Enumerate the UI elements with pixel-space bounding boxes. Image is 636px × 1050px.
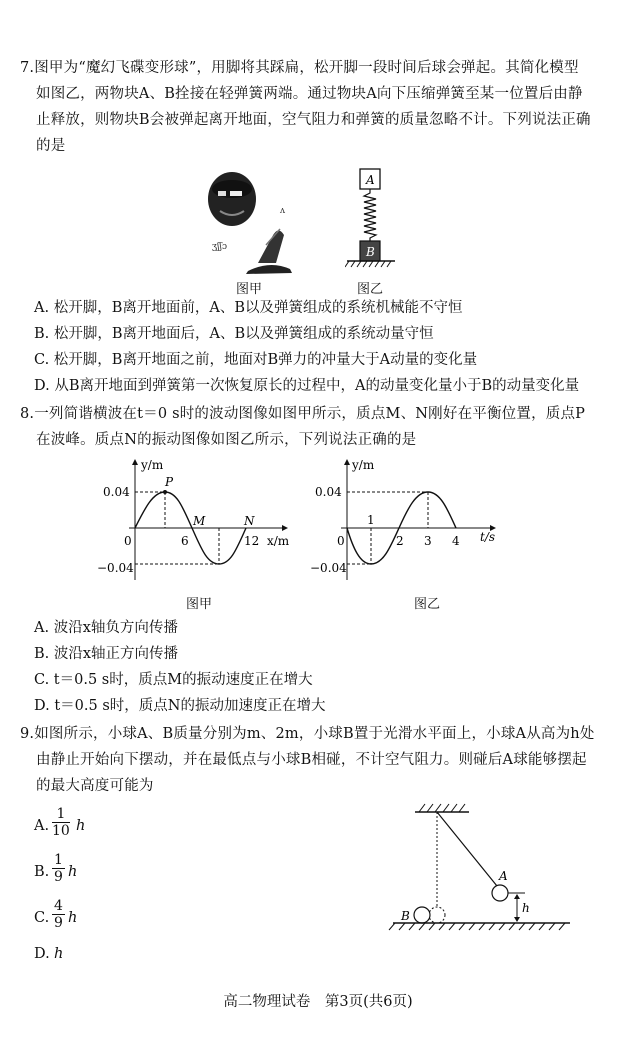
spring-blocks-diagram xyxy=(345,165,405,275)
svg-text:ʒʃʃɔ: ʒʃʃɔ xyxy=(212,242,228,252)
y-tick-top: 0.04 xyxy=(315,485,342,499)
q9-option-c-letter: C. xyxy=(34,910,50,926)
fig-7b-caption: 图乙 xyxy=(357,282,384,297)
ball-b-label: B xyxy=(401,909,410,923)
origin-label: 0 xyxy=(337,534,345,548)
q9-option-c-fraction xyxy=(52,898,65,931)
q9-option-d-var: h xyxy=(54,946,64,962)
wave-graph xyxy=(95,452,305,587)
q7-option-b: B. 松开脚，B离开地面后，A、B以及弹簧组成的系统动量守恒 xyxy=(34,326,434,342)
ball-b xyxy=(414,907,430,923)
y-tick-bottom: −0.04 xyxy=(310,561,347,575)
t-tick-2: 2 xyxy=(396,534,404,548)
fig-8b-caption: 图乙 xyxy=(414,597,441,612)
t-tick-3: 3 xyxy=(424,534,432,548)
q7-option-d: D. 从B离开地面到弹簧第一次恢复原长的过程中，A的动量变化量小于B的动量变化量 xyxy=(34,378,580,394)
fraction-denominator: 9 xyxy=(54,915,63,931)
q9-option-a-fraction xyxy=(52,806,70,839)
y-tick-top: 0.04 xyxy=(103,485,130,499)
fraction-denominator: 9 xyxy=(54,869,63,885)
q9-option-b-var: h xyxy=(68,864,78,880)
point-n-label: N xyxy=(244,514,255,528)
q8-stem-line-1: 8.一列简谐横波在t＝0 s时的波动图像如图甲所示，质点M、N刚好在平衡位置，质点P xyxy=(20,406,586,422)
ball-a-lowest-position xyxy=(429,907,445,923)
point-p xyxy=(163,490,167,494)
pendulum-diagram xyxy=(385,800,575,940)
q7-option-c: C. 松开脚，B离开地面之前，地面对B弹力的冲量大于A动量的变化量 xyxy=(34,352,478,368)
spring xyxy=(364,189,376,241)
q9-option-d-letter: D. xyxy=(34,946,50,962)
svg-text:ʌ: ʌ xyxy=(280,206,286,216)
fraction-numerator: 1 xyxy=(54,852,63,868)
q7-stem-line-2: 如图乙，两物块A、B拴接在轻弹簧两端。通过物块A向下压缩弹簧至某一位置后由静 xyxy=(36,86,583,102)
t-tick-4: 4 xyxy=(452,534,460,548)
y-axis-label: y/m xyxy=(141,458,164,472)
q8-option-a: A. 波沿x轴负方向传播 xyxy=(34,620,178,636)
q7-stem-line-1: 7.图甲为“魔幻飞碟变形球”，用脚将其踩扁，松开脚一段时间后球会弹起。其简化模型 xyxy=(20,60,579,76)
x-tick-6: 6 xyxy=(181,534,189,548)
point-m-label: M xyxy=(193,514,206,528)
y-tick-bottom: −0.04 xyxy=(97,561,134,575)
q9-stem-line-2: 由静止开始向下摆动，并在最低点与小球B相碰，不计空气阻力。则碰后A球能够摆起 xyxy=(36,752,587,768)
height-label: h xyxy=(522,901,530,915)
origin-label: 0 xyxy=(124,534,132,548)
point-p-label: P xyxy=(165,475,174,489)
page-footer: 高二物理试卷 第3页(共6页) xyxy=(223,994,413,1010)
q7-stem-line-3: 止释放，则物块B会被弹起离开地面，空气阻力和弹簧的质量忽略不计。下列说法正确 xyxy=(36,112,591,128)
ball-a xyxy=(492,885,508,901)
x-axis-label: x/m xyxy=(267,534,290,548)
block-a-label: A xyxy=(366,173,375,187)
q9-stem-line-1: 9.如图所示，小球A、B质量分别为m、2m，小球B置于光滑水平面上，小球A从高为h处 xyxy=(20,726,595,742)
x-tick-12: 12 xyxy=(244,534,260,548)
fig-7a-caption: 图甲 xyxy=(236,282,263,297)
ball-a-label: A xyxy=(499,869,508,883)
pendulum-string xyxy=(437,812,497,886)
y-axis-label: y/m xyxy=(352,458,375,472)
q8-stem-line-2: 在波峰。质点N的振动图像如图乙所示，下列说法正确的是 xyxy=(36,432,417,448)
fig-8a-caption: 图甲 xyxy=(186,597,213,612)
fraction-numerator: 1 xyxy=(52,806,70,823)
q9-option-b-letter: B. xyxy=(34,864,50,880)
block-b-label: B xyxy=(366,245,375,259)
q9-option-c-var: h xyxy=(68,910,78,926)
q8-option-d: D. t＝0.5 s时，质点N的振动加速度正在增大 xyxy=(34,698,326,714)
q9-option-a-letter: A. xyxy=(34,818,50,834)
q9-option-a-var: h xyxy=(76,818,86,834)
q7-option-a: A. 松开脚，B离开地面前，A、B以及弹簧组成的系统机械能不守恒 xyxy=(34,300,463,316)
x-axis-label: t/s xyxy=(480,530,496,544)
q9-stem-line-3: 的最大高度可能为 xyxy=(36,778,154,794)
vibration-graph xyxy=(310,452,510,587)
t-tick-1: 1 xyxy=(367,513,375,527)
q7-stem-line-4: 的是 xyxy=(36,138,66,154)
fraction-denominator: 10 xyxy=(52,823,70,839)
q9-option-b-fraction xyxy=(52,852,65,885)
q8-option-c: C. t＝0.5 s时，质点M的振动速度正在增大 xyxy=(34,672,313,688)
fraction-numerator: 4 xyxy=(54,898,63,914)
q8-option-b: B. 波沿x轴正方向传播 xyxy=(34,646,179,662)
magic-ball-photo xyxy=(200,165,310,275)
